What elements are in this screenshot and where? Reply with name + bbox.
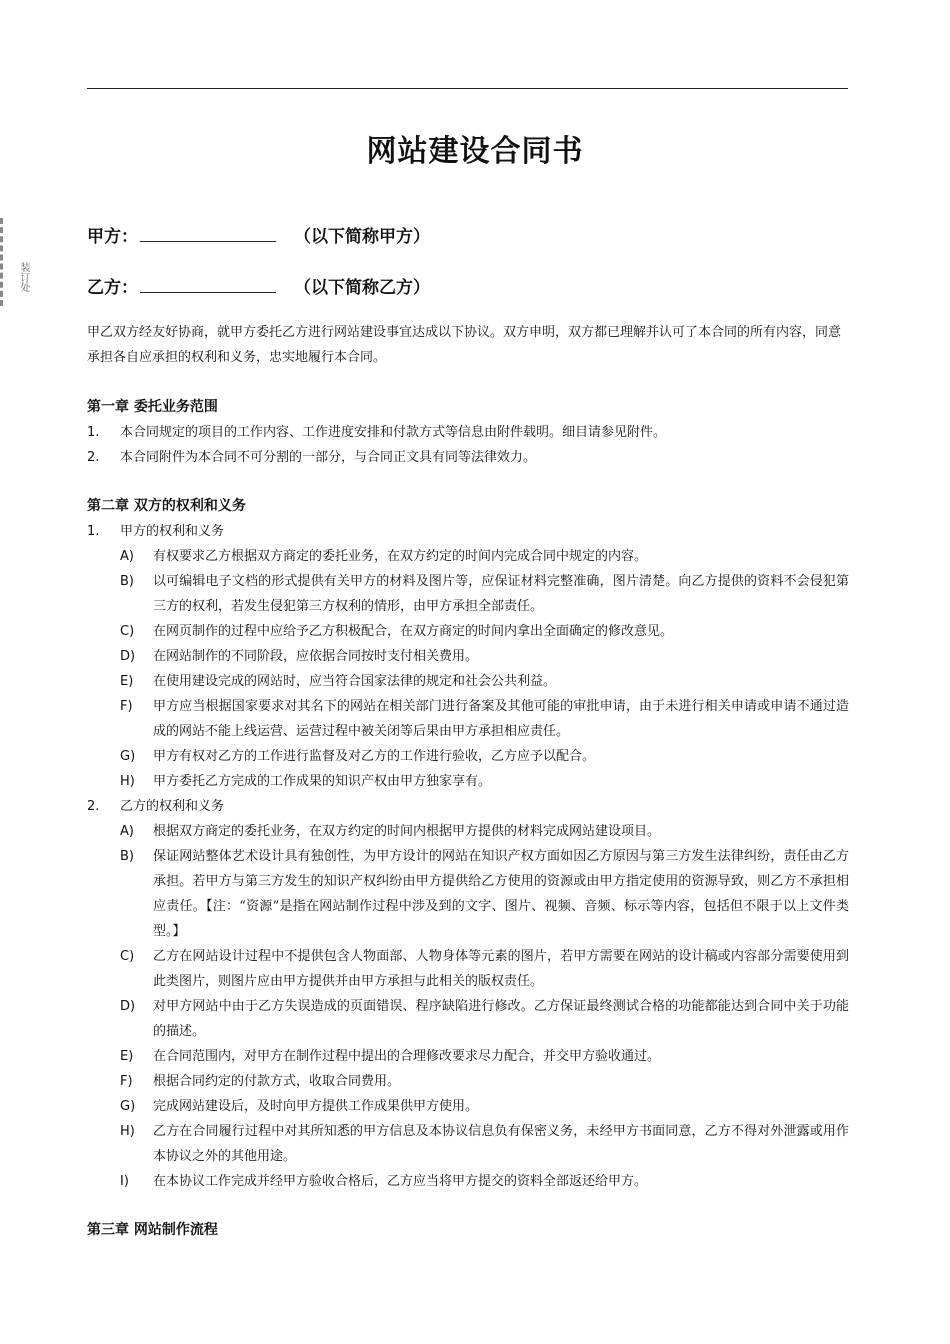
sub-item-text: 甲方有权对乙方的工作进行监督及对乙方的工作进行验收，乙方应予以配合。 <box>153 749 596 764</box>
document-title: 网站建设合同书 <box>366 134 584 169</box>
item-text: 本合同规定的项目的工作内容、工作进度安排和付款方式等信息由附件载明。细目请参见附件。 <box>120 425 667 440</box>
sub-item-letter: G) <box>120 749 136 764</box>
sub-item-text: 在网站制作的不同阶段，应依据合同按时支付相关费用。 <box>153 649 479 664</box>
item-number: 1. <box>87 524 100 539</box>
sub-item-letter: B) <box>120 574 134 589</box>
party-a-rights-heading <box>87 519 849 544</box>
sub-item-text: 乙方在网站设计过程中不提供包含人物面部、人物身体等元素的图片，若甲方需要在网站的设计稿或内容部分需要使用到此类图片，则图片应由甲方提供并由甲方承担与此相关的版权责任。 <box>153 949 849 989</box>
sub-item <box>87 619 849 644</box>
sub-item <box>87 569 849 619</box>
sub-item <box>87 1044 849 1069</box>
sub-item <box>87 1094 849 1119</box>
sub-item-letter: F) <box>120 1074 133 1089</box>
header-rule <box>87 88 848 89</box>
binding-label: 装订处 <box>18 262 29 292</box>
item-number: 2. <box>87 450 100 465</box>
chapter-2-title: 第二章 双方的权利和义务 <box>87 498 246 514</box>
party-b-note: （以下简称乙方） <box>294 278 430 298</box>
sub-item-text: 保证网站整体艺术设计具有独创性，为甲方设计的网站在知识产权方面如因乙方原因与第三方发生法律纠纷，责任由乙方承担。若甲方与第三方发生的知识产权纠纷由甲方提供给乙方使用的资源或由甲方指定使用的资源导致，则乙方不承担相应责任。【注：“资源”是指在网站制作过程中涉及到的文字、图片、视频、音频、标示等内容，包括但不限于以上文件类型。】 <box>153 849 849 939</box>
sub-item-text: 有权要求乙方根据双方商定的委托业务，在双方约定的时间内完成合同中规定的内容。 <box>153 549 648 564</box>
chapter-1-title: 第一章 委托业务范围 <box>87 399 218 415</box>
item-text: 本合同附件为本合同不可分割的一部分，与合同正文具有同等法律效力。 <box>120 450 537 465</box>
item-text: 乙方的权利和义务 <box>120 799 225 814</box>
sub-item-text: 在使用建设完成的网站时，应当符合国家法律的规定和社会公共利益。 <box>153 674 557 689</box>
sub-item <box>87 694 849 744</box>
binding-margin-mark <box>0 218 7 306</box>
contract-body <box>87 394 849 1243</box>
sub-item-letter: C) <box>120 624 135 639</box>
sub-item-letter: A) <box>120 824 134 839</box>
party-a-blank <box>140 223 276 242</box>
party-b-rights-heading <box>87 794 849 819</box>
party-b-line <box>87 273 430 298</box>
party-a-line <box>87 222 430 247</box>
intro-paragraph: 甲乙双方经友好协商，就甲方委托乙方进行网站建设事宜达成以下协议。双方申明，双方都已理解并认可了本合同的所有内容，同意承担各自应承担的权利和义务，忠实地履行本合同。 <box>87 325 842 365</box>
sub-item-letter: I) <box>120 1174 129 1189</box>
sub-item-letter: D) <box>120 999 136 1014</box>
sub-item-letter: C) <box>120 949 135 964</box>
sub-item-text: 对甲方网站中由于乙方失误造成的页面错误、程序缺陷进行修改。乙方保证最终测试合格的功能都能达到合同中关于功能的描述。 <box>153 999 849 1039</box>
sub-item-text: 在合同范围内，对甲方在制作过程中提出的合理修改要求尽力配合，并交甲方验收通过。 <box>153 1049 661 1064</box>
sub-item <box>87 819 849 844</box>
sub-item-letter: A) <box>120 549 134 564</box>
party-a-note: （以下简称甲方） <box>294 227 430 247</box>
item-number: 2. <box>87 799 100 814</box>
sub-item-letter: D) <box>120 649 136 664</box>
party-b-rights-list <box>87 819 849 1194</box>
party-a-label: 甲方： <box>87 227 138 247</box>
sub-item <box>87 944 849 994</box>
sub-item-letter: H) <box>120 774 135 789</box>
sub-item <box>87 669 849 694</box>
chapter-1-item <box>87 445 849 470</box>
chapter-3-title: 第三章 网站制作流程 <box>87 1222 218 1238</box>
sub-item-letter: E) <box>120 674 134 689</box>
sub-item <box>87 769 849 794</box>
sub-item <box>87 1069 849 1094</box>
sub-item-text: 在网页制作的过程中应给予乙方积极配合，在双方商定的时间内拿出全面确定的修改意见。 <box>153 624 674 639</box>
sub-item <box>87 744 849 769</box>
item-number: 1. <box>87 425 100 440</box>
sub-item-text: 乙方在合同履行过程中对其所知悉的甲方信息及本协议信息负有保密义务，未经甲方书面同意，乙方不得对外泄露或用作本协议之外的其他用途。 <box>153 1124 849 1164</box>
sub-item-letter: E) <box>120 1049 134 1064</box>
party-b-blank <box>140 274 276 293</box>
party-a-rights-list <box>87 544 849 794</box>
sub-item <box>87 1169 849 1194</box>
item-text: 甲方的权利和义务 <box>120 524 225 539</box>
sub-item <box>87 1119 849 1169</box>
sub-item-text: 完成网站建设后，及时向甲方提供工作成果供甲方使用。 <box>153 1099 479 1114</box>
sub-item-text: 根据合同约定的付款方式，收取合同费用。 <box>153 1074 401 1089</box>
sub-item-letter: G) <box>120 1099 136 1114</box>
sub-item-text: 在本协议工作完成并经甲方验收合格后，乙方应当将甲方提交的资料全部返还给甲方。 <box>153 1174 648 1189</box>
chapter-1-item <box>87 420 849 445</box>
sub-item-letter: H) <box>120 1124 135 1139</box>
sub-item-text: 根据双方商定的委托业务，在双方约定的时间内根据甲方提供的材料完成网站建设项目。 <box>153 824 661 839</box>
sub-item <box>87 544 849 569</box>
sub-item-letter: F) <box>120 699 133 714</box>
sub-item <box>87 994 849 1044</box>
sub-item-text: 以可编辑电子文档的形式提供有关甲方的材料及图片等，应保证材料完整准确，图片清楚。向乙方提供的资料不会侵犯第三方的权利，若发生侵犯第三方权利的情形，由甲方承担全部责任。 <box>153 574 849 614</box>
sub-item <box>87 844 849 944</box>
party-b-label: 乙方： <box>87 278 138 298</box>
sub-item-text: 甲方委托乙方完成的工作成果的知识产权由甲方独家享有。 <box>153 774 492 789</box>
sub-item <box>87 644 849 669</box>
sub-item-text: 甲方应当根据国家要求对其名下的网站在相关部门进行备案及其他可能的审批申请，由于未进行相关申请或申请不通过造成的网站不能上线运营、运营过程中被关闭等后果由甲方承担相应责任。 <box>153 699 849 739</box>
sub-item-letter: B) <box>120 849 134 864</box>
